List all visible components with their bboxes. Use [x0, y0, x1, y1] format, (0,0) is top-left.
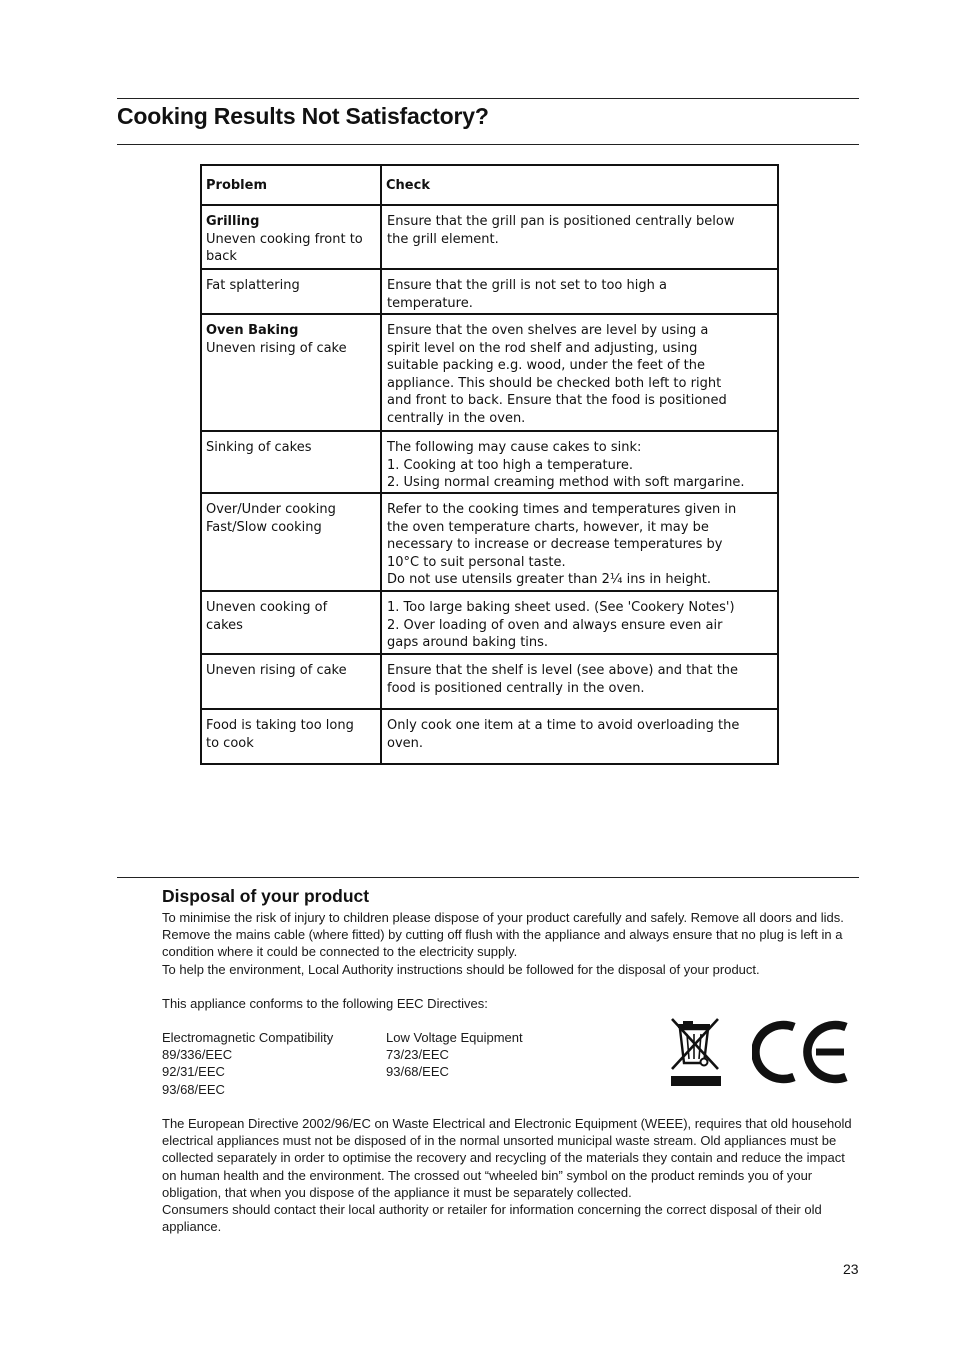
- check-text: 1. Cooking at too high a temperature.: [387, 457, 634, 473]
- ce-mark-icon: [752, 1017, 850, 1092]
- title-rule: [117, 144, 859, 145]
- problem-cell: [201, 431, 381, 493]
- table-row: [201, 269, 778, 314]
- check-cell: [381, 591, 778, 654]
- check-column-header: Check: [381, 165, 778, 205]
- problem-text: Food is taking too long: [206, 718, 354, 733]
- check-text: Ensure that the oven shelves are level by using a: [387, 323, 709, 338]
- check-text: appliance. This should be checked both left to right: [387, 375, 722, 391]
- problem-group-label: Grilling: [206, 214, 260, 229]
- table-row: [201, 314, 778, 431]
- problem-text: Uneven cooking of: [206, 600, 328, 615]
- emc-directives: [162, 1029, 333, 1098]
- weee-section: [162, 1115, 859, 1235]
- problem-cell: [201, 654, 381, 709]
- check-text: centrally in the oven.: [387, 410, 526, 426]
- environment-paragraph: To help the environment, Local Authority instructions should be followed for the disposal of your product.: [162, 961, 760, 977]
- check-text: Ensure that the grill pan is positioned centrally below: [387, 214, 735, 229]
- table-header-row: [201, 165, 778, 205]
- check-text: 1. Too large baking sheet used. (See 'Cookery Notes'): [387, 600, 735, 615]
- check-text: and front to back. Ensure that the food is positioned: [387, 393, 727, 409]
- check-text: suitable packing e.g. wood, under the feet of the: [387, 358, 705, 374]
- problem-column-header: Problem: [201, 165, 381, 205]
- problem-cell: [201, 314, 381, 431]
- table-body: [201, 205, 778, 764]
- table-row: [201, 431, 778, 493]
- disposal-title: Disposal of your product: [162, 886, 370, 906]
- check-cell: [381, 314, 778, 431]
- check-text: temperature.: [387, 295, 473, 311]
- problem-text: Uneven rising of cake: [206, 663, 347, 678]
- problem-cell: [201, 205, 381, 269]
- top-rule: [117, 98, 859, 99]
- conforms-text: This appliance conforms to the following EEC Directives:: [162, 996, 488, 1011]
- weee-paragraph: The European Directive 2002/96/EC on Waste Electrical and Electronic Equipment (WEEE), requires that old household electrical appliances must not be disposed of in the normal unsorted municipal waste stream. Old appliances must be collected separately in order to optimise the recovery and recycling of the materials they contain and reduce the impact on human health and the environment. The crossed out “wheeled bin” symbol on the product reminds you of your obligation, that when you dispose of the appliance it must be separately collected.: [162, 1116, 852, 1200]
- disposal-intro: [162, 909, 859, 978]
- problem-text: Sinking of cakes: [206, 440, 312, 455]
- check-cell: [381, 709, 778, 764]
- troubleshooting-table: [200, 164, 779, 765]
- problem-text: Over/Under cooking: [206, 502, 336, 517]
- directives-intro: [162, 995, 859, 1012]
- check-text: 2. Over loading of oven and always ensure even air: [387, 617, 723, 633]
- problem-text: Fast/Slow cooking: [206, 519, 322, 535]
- check-text: oven.: [387, 735, 424, 751]
- problem-text: Uneven cooking front to: [206, 231, 363, 247]
- problem-text: back: [206, 249, 237, 265]
- table-row: [201, 493, 778, 591]
- check-text: Refer to the cooking times and temperatures given in: [387, 502, 737, 517]
- check-cell: [381, 654, 778, 709]
- check-text: necessary to increase or decrease temperatures by: [387, 537, 723, 553]
- problem-cell: [201, 591, 381, 654]
- problem-text: Fat splattering: [206, 278, 300, 293]
- check-text: gaps around baking tins.: [387, 635, 549, 651]
- directive-code: 92/31/EEC: [162, 1064, 225, 1080]
- table-row: [201, 591, 778, 654]
- check-text: Only cook one item at a time to avoid overloading the: [387, 718, 740, 733]
- check-text: spirit level on the rod shelf and adjusting, using: [387, 340, 698, 356]
- problem-cell: [201, 709, 381, 764]
- check-text: 10°C to suit personal taste.: [387, 554, 566, 570]
- disposal-paragraph: To minimise the risk of injury to children please dispose of your product carefully and safely. Remove all doors and lids. Remove the mains cable (where fitted) by cutting off flush with the appliance and always ensure that no plug is left in a condition where it could be connected to the electricity supply.: [162, 910, 844, 960]
- check-text: Ensure that the shelf is level (see above) and that the: [387, 663, 739, 678]
- check-text: Ensure that the grill is not set to too high a: [387, 278, 667, 293]
- page-title: Cooking Results Not Satisfactory?: [117, 103, 489, 129]
- section-rule: [117, 877, 859, 878]
- emc-heading: Electromagnetic Compatibility: [162, 1030, 334, 1045]
- problem-cell: [201, 493, 381, 591]
- problem-text: to cook: [206, 735, 254, 751]
- lve-heading: Low Voltage Equipment: [386, 1030, 523, 1045]
- lve-directives: [386, 1029, 523, 1081]
- table-row: [201, 709, 778, 764]
- table-row: [201, 205, 778, 269]
- directive-code: 73/23/EEC: [386, 1047, 449, 1063]
- table-row: [201, 654, 778, 709]
- problem-cell: [201, 269, 381, 314]
- directive-code: 93/68/EEC: [162, 1081, 225, 1097]
- problem-group-label: Oven Baking: [206, 323, 299, 338]
- check-text: food is positioned centrally in the oven.: [387, 680, 645, 696]
- check-text: the grill element.: [387, 231, 499, 247]
- check-text: Do not use utensils greater than 2¼ ins in height.: [387, 572, 711, 588]
- check-cell: [381, 431, 778, 493]
- check-cell: [381, 493, 778, 591]
- page-number: 23: [843, 1261, 859, 1277]
- check-text: 2. Using normal creaming method with soft margarine.: [387, 475, 745, 491]
- problem-text: Uneven rising of cake: [206, 340, 347, 356]
- check-cell: [381, 269, 778, 314]
- crossed-out-wheelie-bin-icon: [668, 1017, 724, 1092]
- check-text: The following may cause cakes to sink:: [387, 440, 642, 455]
- check-text: the oven temperature charts, however, it may be: [387, 519, 709, 535]
- directive-code: 93/68/EEC: [386, 1064, 449, 1080]
- directive-code: 89/336/EEC: [162, 1047, 233, 1063]
- problem-text: cakes: [206, 617, 243, 633]
- check-cell: [381, 205, 778, 269]
- weee-contact-paragraph: Consumers should contact their local authority or retailer for information concerning the correct disposal of their old appliance.: [162, 1202, 822, 1235]
